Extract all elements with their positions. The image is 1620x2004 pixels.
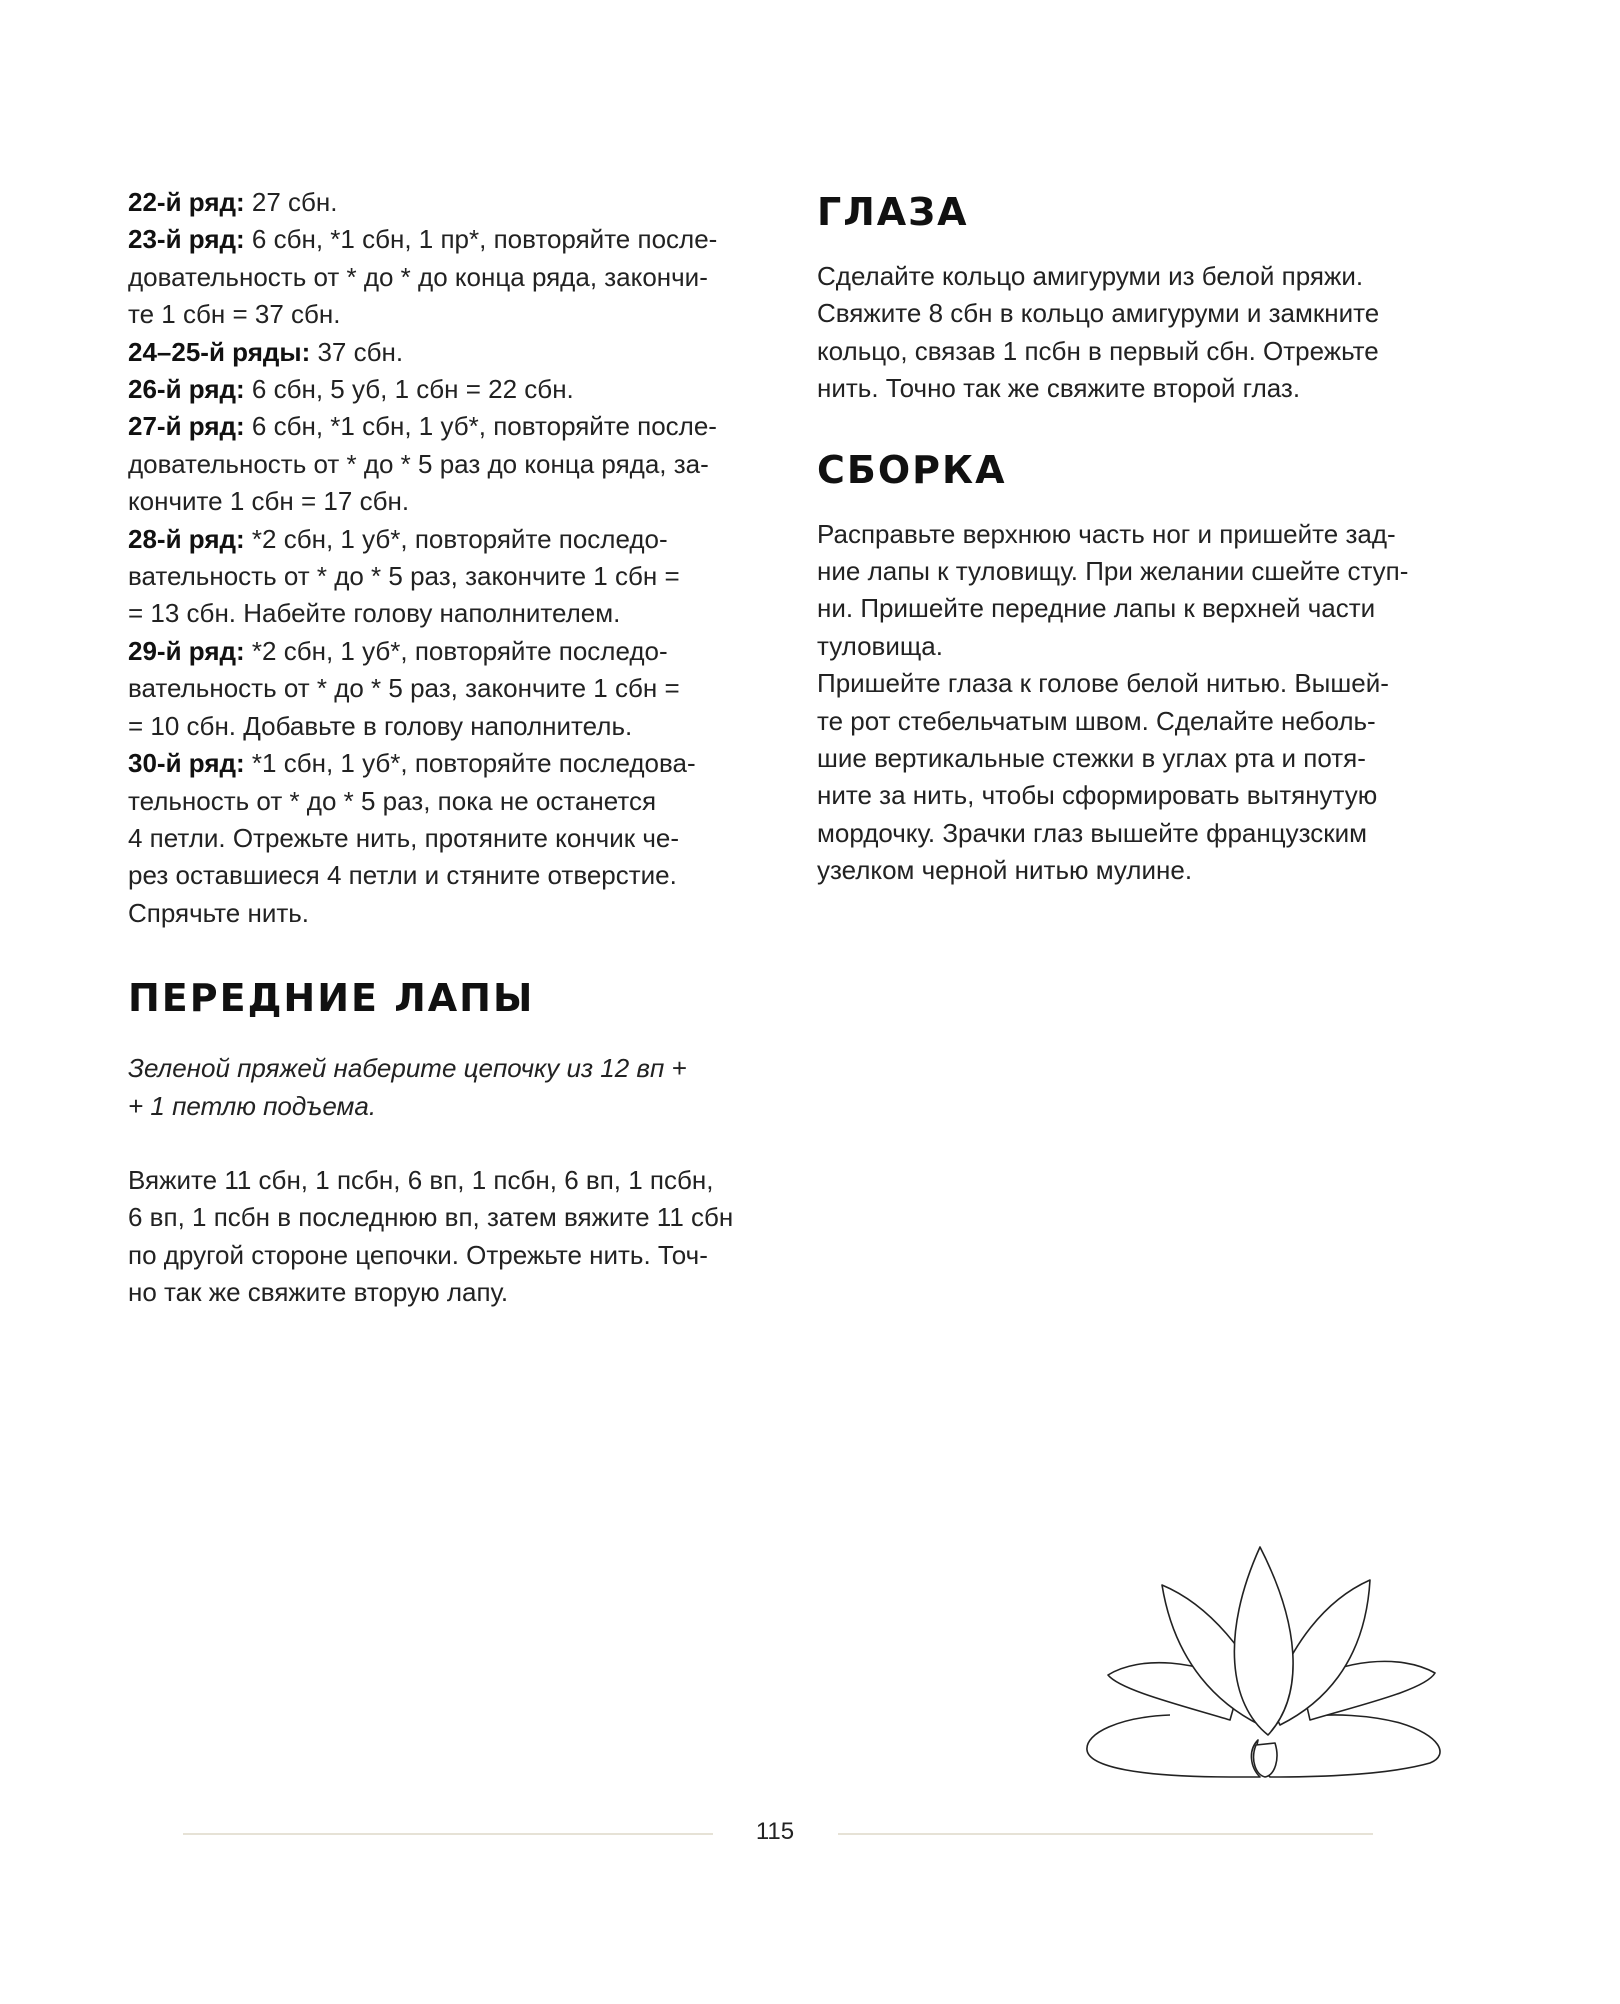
italic-intro bbox=[128, 1050, 768, 1125]
text-line: Свяжите 8 сбн в кольцо амигуруми и замкните bbox=[817, 298, 1380, 329]
row-label: 24–25-й ряды: bbox=[128, 336, 311, 367]
footer-rule-right bbox=[838, 1833, 1373, 1835]
row-text: 6 сбн, *1 сбн, 1 пр*, повторяйте после- bbox=[244, 224, 718, 255]
row-text-line: Спрячьте нить. bbox=[128, 897, 310, 928]
text-line: Сделайте кольцо амигуруми из белой пряжи. bbox=[817, 261, 1364, 291]
page-number: 115 bbox=[755, 1818, 795, 1845]
row-24-25 bbox=[128, 334, 768, 371]
row-27 bbox=[128, 408, 768, 445]
row-text-line: = 10 сбн. Добавьте в голову наполнитель. bbox=[128, 710, 633, 741]
row-text-line: довательность от * до * до конца ряда, закончи- bbox=[128, 261, 708, 292]
row-26 bbox=[128, 371, 768, 408]
footer-rule-left bbox=[183, 1833, 713, 1835]
front-paws-section bbox=[128, 976, 768, 1311]
italic-line: + 1 петлю подъема. bbox=[128, 1090, 377, 1121]
lotus-icon bbox=[1080, 1545, 1460, 1795]
row-text: *1 сбн, 1 уб*, повторяйте последова- bbox=[244, 748, 696, 779]
eyes-section bbox=[817, 190, 1457, 408]
text-line: туловища. bbox=[817, 630, 943, 661]
rows-block bbox=[128, 184, 768, 932]
paragraph bbox=[817, 516, 1457, 890]
row-23 bbox=[128, 221, 768, 258]
row-text-line: = 13 сбн. Набейте голову наполнителем. bbox=[128, 598, 621, 629]
row-text-line: вательность от * до * 5 раз, закончите 1 сбн = bbox=[128, 673, 680, 704]
text-line: но так же свяжите вторую лапу. bbox=[128, 1277, 509, 1308]
row-label: 29-й ряд: bbox=[128, 635, 245, 666]
text-line: те рот стебельчатым швом. Сделайте неболь- bbox=[817, 705, 1376, 736]
row-text: 6 сбн, *1 сбн, 1 уб*, повторяйте после- bbox=[244, 411, 717, 442]
text-line: ние лапы к туловищу. При желании сшейте ступ- bbox=[817, 556, 1409, 587]
row-text: *2 сбн, 1 уб*, повторяйте последо- bbox=[244, 635, 668, 666]
row-text-line: рез оставшиеся 4 петли и стяните отверстие. bbox=[128, 860, 677, 891]
text-line: шие вертикальные стежки в углах рта и потя- bbox=[817, 743, 1366, 774]
row-text: 27 сбн. bbox=[244, 187, 338, 217]
text-line: ните за нить, чтобы сформировать вытянутую bbox=[817, 780, 1378, 811]
text-line: Пришейте глаза к голове белой нитью. Вышей- bbox=[817, 668, 1389, 699]
row-30 bbox=[128, 745, 768, 782]
italic-line: Зеленой пряжей наберите цепочку из 12 вп + bbox=[128, 1053, 687, 1084]
row-label: 30-й ряд: bbox=[128, 748, 245, 779]
text-line: кольцо, связав 1 псбн в первый сбн. Отрежьте bbox=[817, 335, 1379, 366]
row-label: 26-й ряд: bbox=[128, 374, 245, 405]
left-column bbox=[128, 184, 768, 1312]
row-22 bbox=[128, 184, 768, 221]
row-text: 6 сбн, 5 уб, 1 сбн = 22 сбн. bbox=[244, 374, 574, 405]
row-text-line: те 1 сбн = 37 сбн. bbox=[128, 299, 341, 330]
text-line: 6 вп, 1 псбн в последнюю вп, затем вяжите 11 сбн bbox=[128, 1202, 734, 1233]
assembly-section bbox=[817, 448, 1457, 890]
row-text-line: 4 петли. Отрежьте нить, протяните кончик че- bbox=[128, 822, 680, 853]
row-text-line: тельность от * до * 5 раз, пока не останется bbox=[128, 785, 657, 816]
row-28 bbox=[128, 521, 768, 558]
section-heading: СБОРКА bbox=[817, 447, 1007, 492]
row-text-line: довательность от * до * 5 раз до конца ряда, за- bbox=[128, 448, 709, 479]
row-text: *2 сбн, 1 уб*, повторяйте последо- bbox=[244, 523, 668, 554]
section-heading: ГЛАЗА bbox=[817, 190, 969, 234]
text-line: нить. Точно так же свяжите второй глаз. bbox=[817, 373, 1301, 404]
text-line: Расправьте верхнюю часть ног и пришейте зад- bbox=[817, 518, 1396, 549]
text-line: узелком черной нитью мулине. bbox=[817, 855, 1193, 886]
row-text-line: вательность от * до * 5 раз, закончите 1 сбн = bbox=[128, 561, 680, 592]
text-line: ни. Пришейте передние лапы к верхней части bbox=[817, 593, 1376, 624]
row-text: 37 сбн. bbox=[310, 336, 404, 367]
right-column bbox=[817, 190, 1457, 890]
row-label: 27-й ряд: bbox=[128, 411, 245, 442]
text-line: Вяжите 11 сбн, 1 псбн, 6 вп, 1 псбн, 6 вп, 1 псбн, bbox=[128, 1164, 714, 1195]
row-label: 28-й ряд: bbox=[128, 523, 245, 554]
section-heading: ПЕРЕДНИЕ ЛАПЫ bbox=[128, 976, 535, 1021]
row-label: 22-й ряд: bbox=[128, 187, 245, 217]
text-line: мордочку. Зрачки глаз вышейте французским bbox=[817, 817, 1368, 848]
text-line: по другой стороне цепочки. Отрежьте нить. Точ- bbox=[128, 1239, 708, 1270]
paragraph bbox=[817, 258, 1457, 408]
paragraph bbox=[128, 1162, 768, 1312]
row-label: 23-й ряд: bbox=[128, 224, 245, 255]
row-text-line: кончите 1 сбн = 17 сбн. bbox=[128, 486, 410, 517]
row-29 bbox=[128, 633, 768, 670]
